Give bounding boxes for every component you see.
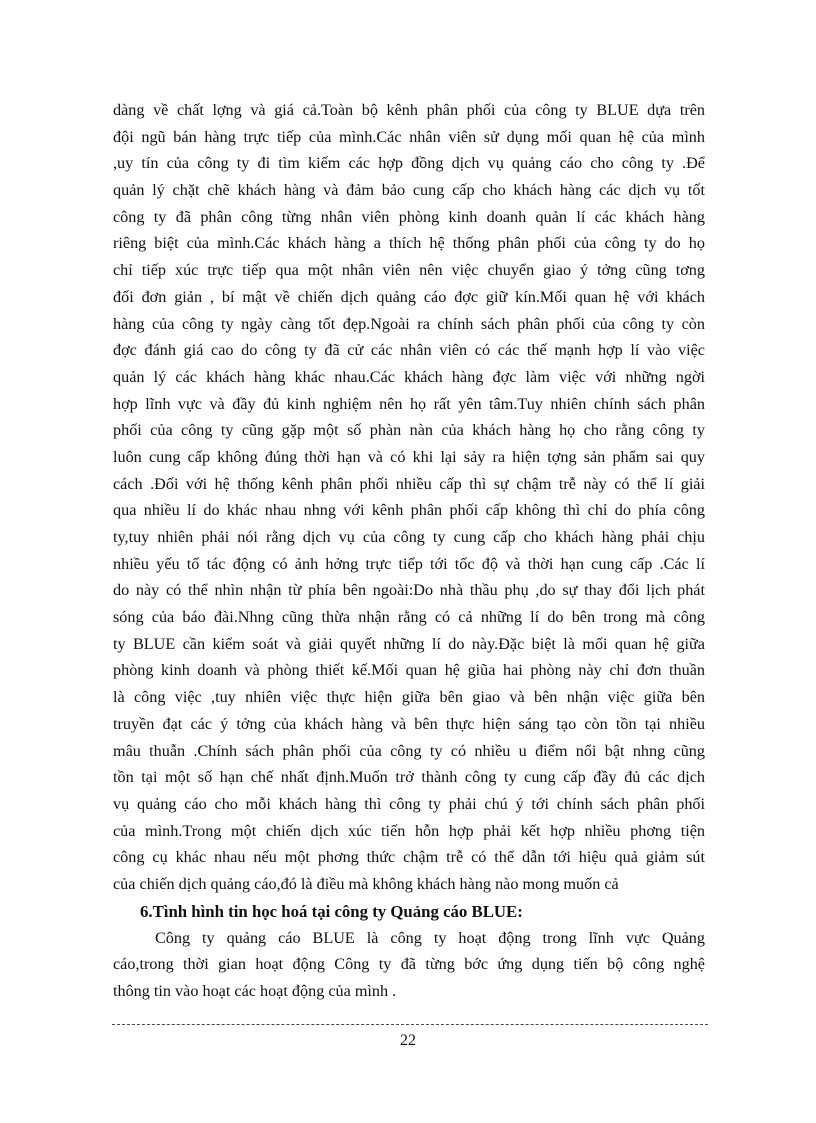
- text-line: của chiến dịch quảng cáo,đó là điều mà không khách hàng nào mong muốn cả: [113, 874, 619, 893]
- text-line: nhiều yếu tố tác động có ảnh hởng trực tiếp tới tốc độ và thời hạn cung cấp .Các lí: [113, 554, 705, 573]
- text-line: luôn cung cấp không đúng thời hạn và có khi lại sảy ra hiện tợng sản phẩm sai quy: [113, 447, 705, 466]
- text-line: ,uy tín của công ty đi tìm kiếm các hợp đồng dịch vụ quảng cáo cho công ty .Để: [113, 154, 705, 173]
- text-line: cáo,trong thời gian hoạt động Công ty đã từng bớc ứng dụng tiến bộ công nghệ: [113, 955, 705, 974]
- text-line: mâu thuẫn .Chính sách phân phối của công ty có nhiều u điểm nổi bật nhng cũng: [113, 741, 705, 760]
- text-line: hợp lĩnh vực và đầy đủ kinh nghiệm nên họ rất yên tâm.Tuy nhiên chính sách phân: [113, 394, 705, 413]
- text-line: dàng về chất lợng và giá cả.Toàn bộ kênh phân phối của công ty BLUE dựa trên: [113, 101, 705, 119]
- section-heading: 6.Tình hình tin học hoá tại công ty Quảng cáo BLUE:: [140, 901, 523, 921]
- text-line: ty,tuy nhiên phải nói rằng dịch vụ của công ty cung cấp cho khách hàng phải chịu: [113, 528, 705, 546]
- text-line: phối của công ty cũng gặp một số phàn nàn của khách hàng họ cho rằng công ty: [113, 421, 705, 440]
- text-line: hàng của công ty ngày càng tốt đẹp.Ngoài ra chính sách phân phối của công ty còn: [113, 314, 705, 333]
- text-line: đội ngũ bán hàng trực tiếp của mình.Các nhân viên sử dụng mối quan hệ của mình: [113, 127, 705, 146]
- page-number: 22: [400, 1032, 416, 1049]
- text-line: phòng kinh doanh và phòng thiết kế.Mối quan hệ giũa hai phòng này chỉ đơn thuần: [113, 661, 705, 680]
- text-line: công ty đã phân công từng nhân viên phòng kinh doanh quản lí các khách hàng: [113, 207, 705, 226]
- text-line: quản lý các khách hàng khác nhau.Các khách hàng đợc làm việc với những ngời: [113, 367, 705, 386]
- text-line: ty BLUE cần kiểm soát và giải quyết những lí do này.Đặc biệt là mối quan hệ giữa: [113, 634, 705, 653]
- text-line: đối đơn giản , bí mật về chiến dịch quảng cáo đợc giữ kín.Mối quan hệ với khách: [113, 287, 705, 306]
- text-line: thông tin vào hoạt các hoạt động của mình .: [113, 982, 397, 1000]
- text-line: quản lý chặt chẽ khách hàng và đảm bảo cung cấp cho khách hàng các dịch vụ tốt: [113, 181, 705, 200]
- text-line: của mình.Trong một chiến dịch xúc tiến hỗn hợp phải kết hợp nhiều phơng tiện: [113, 821, 705, 840]
- text-line: riêng biệt của mình.Các khách hàng a thích hệ thống phân phối của công ty do họ: [113, 234, 705, 253]
- text-line: cách .Đối với hệ thống kênh phân phối nhiều cấp thì sự chậm trễ này có thể lí giải: [113, 474, 705, 493]
- text-line: Công ty quảng cáo BLUE là công ty hoạt động trong lĩnh vực Quảng: [155, 928, 705, 947]
- text-line: sóng của báo đài.Nhng cũng thừa nhận rằng có cả những lí do bên trong mà công: [113, 608, 705, 627]
- document-body: [113, 97, 705, 1005]
- paragraph-distribution-policy: [113, 97, 705, 898]
- footer-divider: [112, 1024, 708, 1025]
- text-line: công cụ khác nhau nếu một phơng thức chậm trễ có thể dẫn tới hiệu quả giảm sút: [113, 848, 705, 867]
- text-line: là công việc ,tuy nhiên việc thực hiện giữa bên giao và bên nhận việc giữa bên: [113, 688, 705, 707]
- paragraph-it-adoption: [113, 925, 705, 1005]
- text-line: truyền đạt các ý tởng của khách hàng và bên thực hiện sáng tạo còn tồn tại nhiều: [113, 714, 705, 733]
- text-line: qua nhiều lí do khác nhau nhng với kênh phân phối cấp không thì chỉ do phía công: [113, 501, 705, 520]
- text-line: do này có thể nhìn nhận từ phía bên ngoài:Do nhà thầu phụ ,do sự thay đổi lịch phát: [113, 581, 705, 600]
- text-line: chỉ tiếp xúc trực tiếp qua một nhân viên nên việc chuyển giao ý tởng cũng tơng: [113, 261, 705, 280]
- text-line: tồn tại một số hạn chế nhất định.Muốn trở thành công ty cung cấp đầy đủ các dịch: [113, 768, 705, 787]
- text-line: đợc đánh giá cao do công ty đã cử các nhân viên có các thế mạnh hợp lí vào việc: [113, 341, 705, 360]
- text-line: vụ quảng cáo cho mỗi khách hàng thì công ty phải chú ý tới chính sách phân phối: [113, 794, 705, 813]
